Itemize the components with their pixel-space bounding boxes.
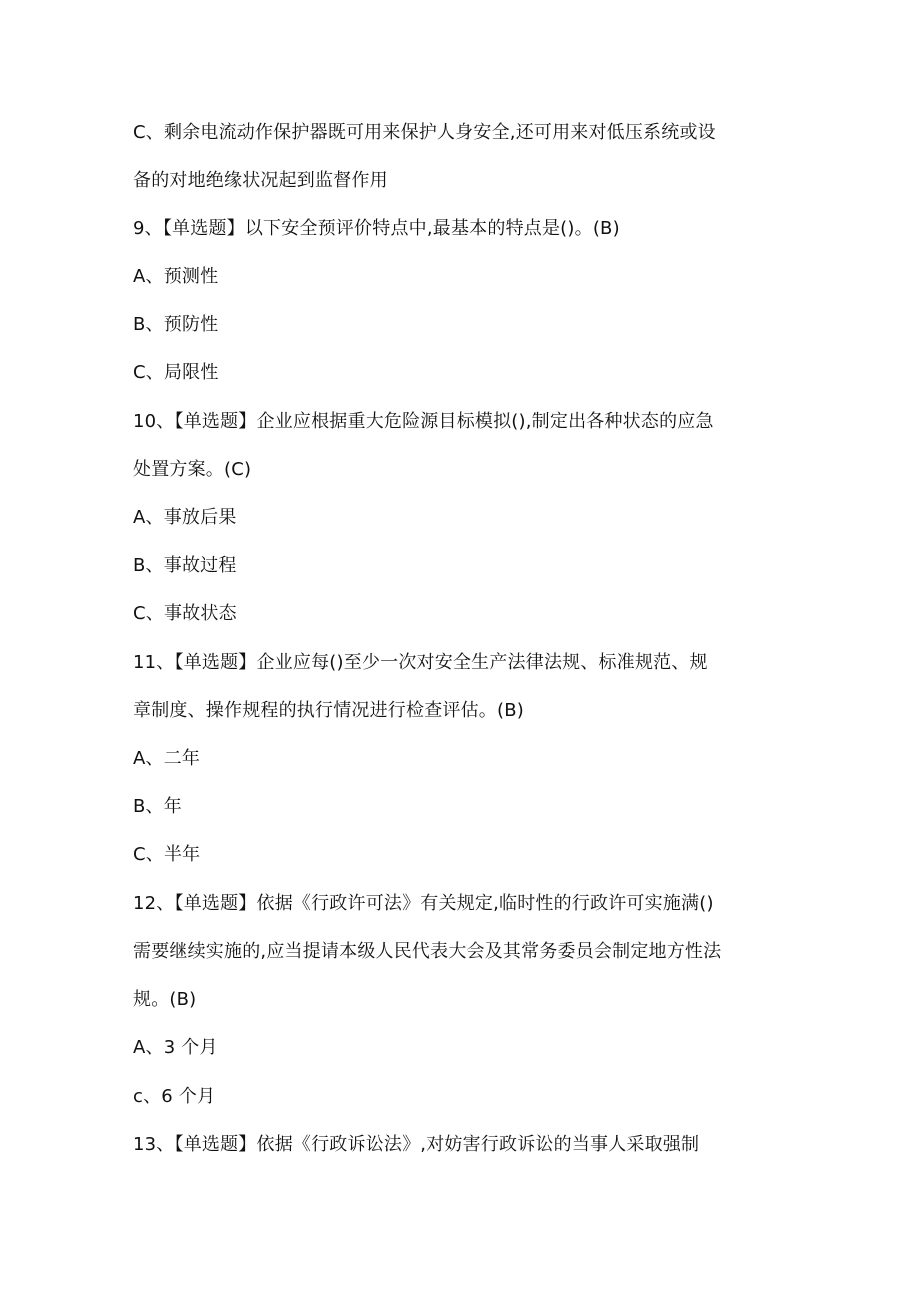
- q10-option-b: B、事故过程: [133, 555, 237, 576]
- q10-option-a: A、事放后果: [133, 507, 237, 528]
- q12-question-line2: 需要继续实施的,应当提请本级人民代表大会及其常务委员会制定地方性法: [133, 941, 722, 962]
- q11-question-line1: 11、【单选题】企业应每()至少一次对安全生产法律法规、标准规范、规: [133, 652, 708, 673]
- q9-question: 9、【单选题】以下安全预评价特点中,最基本的特点是()。(B): [133, 218, 620, 239]
- q12-option-c: c、6 个月: [133, 1086, 216, 1107]
- q9-option-b: B、预防性: [133, 314, 219, 335]
- q8-option-c-line2: 备的对地绝缘状况起到监督作用: [133, 170, 388, 191]
- q11-question-line2: 章制度、操作规程的执行情况进行检查评估。(B): [133, 700, 524, 721]
- q9-option-c: C、局限性: [133, 362, 219, 383]
- q10-option-c: C、事故状态: [133, 603, 237, 624]
- q12-question-line3: 规。(B): [133, 989, 197, 1010]
- q11-option-a: A、二年: [133, 748, 201, 769]
- q12-option-a: A、3 个月: [133, 1037, 218, 1058]
- q10-question-line1: 10、【单选题】企业应根据重大危险源目标模拟(),制定出各种状态的应急: [133, 411, 714, 432]
- q10-question-line2: 处置方案。(C): [133, 459, 252, 480]
- q13-question-line1: 13、【单选题】依据《行政诉讼法》,对妨害行政诉讼的当事人采取强制: [133, 1134, 700, 1155]
- q12-question-line1: 12、【单选题】依据《行政许可法》有关规定,临时性的行政许可实施满(): [133, 893, 714, 914]
- q11-option-c: C、半年: [133, 844, 201, 865]
- q8-option-c-line1: C、剩余电流动作保护器既可用来保护人身安全,还可用来对低压系统或设: [133, 122, 716, 143]
- q11-option-b: B、年: [133, 796, 182, 817]
- q9-option-a: A、预测性: [133, 266, 219, 287]
